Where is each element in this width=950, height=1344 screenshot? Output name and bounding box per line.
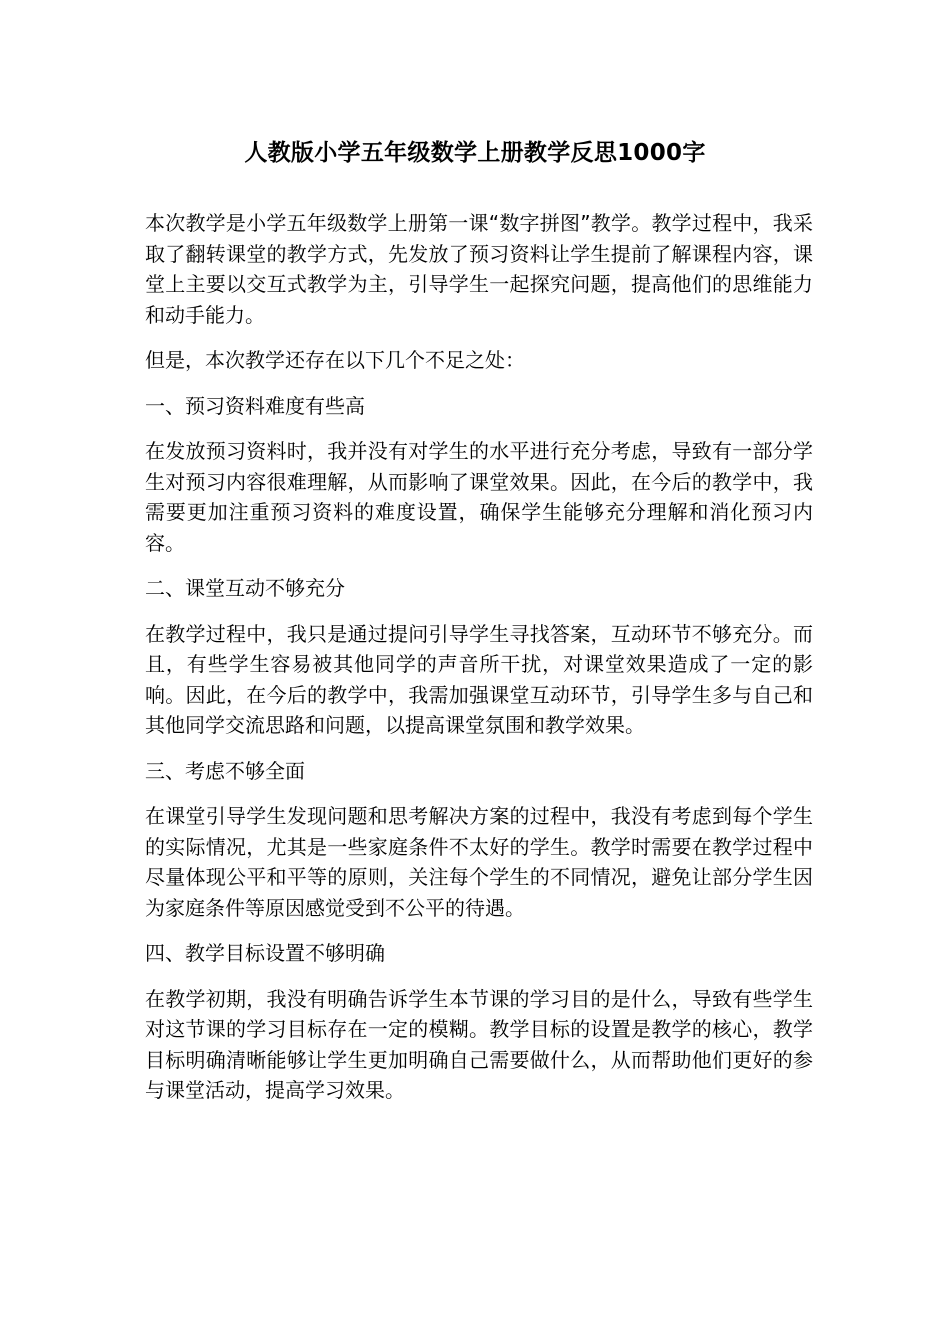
lead-paragraph: 但是，本次教学还存在以下几个不足之处： xyxy=(145,348,525,372)
section-heading-2: 二、课堂互动不够充分 xyxy=(145,576,345,600)
document-title: 人教版小学五年级数学上册教学反思1000字 xyxy=(244,140,706,166)
section-heading-4: 四、教学目标设置不够明确 xyxy=(145,941,385,965)
section-heading-3: 三、考虑不够全面 xyxy=(145,758,305,783)
intro-paragraph: 本次教学是小学五年级数学上册第一课“数字拼图”教学。教学过程中，我采取了翻转课堂的教学方式，先发放了预习资料让学生提前了解课程内容，课堂上主要以交互式教学为主，引导学生一起探究问题，提高他们的思维能力和动手能力。 xyxy=(145,211,813,327)
document-body xyxy=(145,208,813,1121)
section-paragraph-2: 在教学过程中，我只是通过提问引导学生寻找答案，互动环节不够充分。而且，有些学生容易被其他同学的声音所干扰，对课堂效果造成了一定的影响。因此，在今后的教学中，我需加强课堂互动环节，引导学生多与自己和其他同学交流思路和问题，以提高课堂氛围和教学效果。 xyxy=(145,621,813,737)
section-paragraph-1: 在发放预习资料时，我并没有对学生的水平进行充分考虑，导致有一部分学生对预习内容很难理解，从而影响了课堂效果。因此，在今后的教学中，我需要更加注重预习资料的难度设置，确保学生能够充分理解和消化预习内容。 xyxy=(145,439,813,555)
section-paragraph-3: 在课堂引导学生发现问题和思考解决方案的过程中，我没有考虑到每个学生的实际情况，尤其是一些家庭条件不太好的学生。教学时需要在教学过程中尽量体现公平和平等的原则，关注每个学生的不同情况，避免让部分学生因为家庭条件等原因感觉受到不公平的待遇。 xyxy=(145,804,813,920)
section-paragraph-4: 在教学初期，我没有明确告诉学生本节课的学习目的是什么，导致有些学生对这节课的学习目标存在一定的模糊。教学目标的设置是教学的核心，教学目标明确清晰能够让学生更加明确自己需要做什么，从而帮助他们更好的参与课堂活动，提高学习效果。 xyxy=(145,986,813,1102)
section-heading-1: 一、预习资料难度有些高 xyxy=(145,393,365,418)
